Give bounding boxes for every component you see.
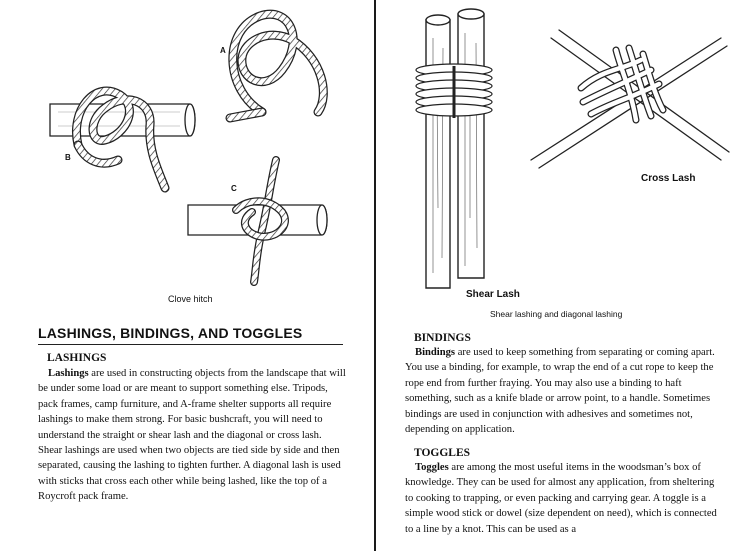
left-page (0, 0, 374, 551)
shear-lash-label: Shear Lash (466, 289, 520, 300)
figure-caption: Clove hitch (168, 294, 213, 304)
toggles-paragraph (405, 460, 717, 537)
cross-lash-label: Cross Lash (641, 173, 696, 184)
figure-label-c: C (231, 184, 237, 193)
lashings-paragraph (38, 366, 346, 505)
section-title: LASHINGS, BINDINGS, AND TOGGLES (38, 325, 303, 341)
lashings-body: are used in constructing objects from the landscape that will be under some load or are meant to support something else. Tripods, pack frames, camp furniture, and A-frame shelter supports all require lashings to make them strong. For basic bushcraft, you will need to understand the straight or shear lash and the diagonal or cross lash. Shear lashings are used when two objects are tied side by side and then separated, causing the lashing to tighten further. A diagonal lash is used with sticks that cross each other while being lashed, like the top of a Roycroft pack frame. (38, 368, 346, 503)
bindings-lead-word: Bindings (415, 347, 456, 358)
toggles-lead-word: Toggles (415, 462, 449, 473)
lashings-lead-word: Lashings (48, 368, 89, 379)
bindings-heading: BINDINGS (414, 332, 471, 344)
figure-a-loops (230, 14, 323, 118)
figure-caption-right: Shear lashing and diagonal lashing (490, 309, 623, 319)
clove-hitch-illustration (0, 0, 374, 300)
bindings-paragraph (405, 345, 717, 437)
shear-lash-illustration (406, 8, 516, 293)
cross-lash-illustration (521, 10, 751, 180)
toggles-heading: TOGGLES (414, 447, 471, 459)
figure-label-a: A (220, 46, 226, 55)
toggles-body: are among the most useful items in the woodsman’s box of knowledge. They can be used for almost any application, from sheltering to cooking to trapping, or even packing and carrying gear. A toggle is a simple wood stick or dowel (size dependent on need), which is connected to a line by a knot. This can be used as a (405, 462, 717, 535)
right-page (376, 0, 751, 551)
figure-c-stick (188, 205, 327, 235)
section-divider (38, 344, 343, 345)
bindings-body: are used to keep something from separating or coming apart. You use a binding, for example, to wrap the end of a cut rope to keep the rope end from further fraying. You may also use a binding to haft something, such as a knife blade or arrow point, to a handle. Sometimes bindings are used in conjunction with adhesives and sometimes not, depending on application. (405, 347, 715, 436)
figure-label-b: B (65, 153, 71, 162)
lashings-heading: LASHINGS (47, 352, 107, 364)
